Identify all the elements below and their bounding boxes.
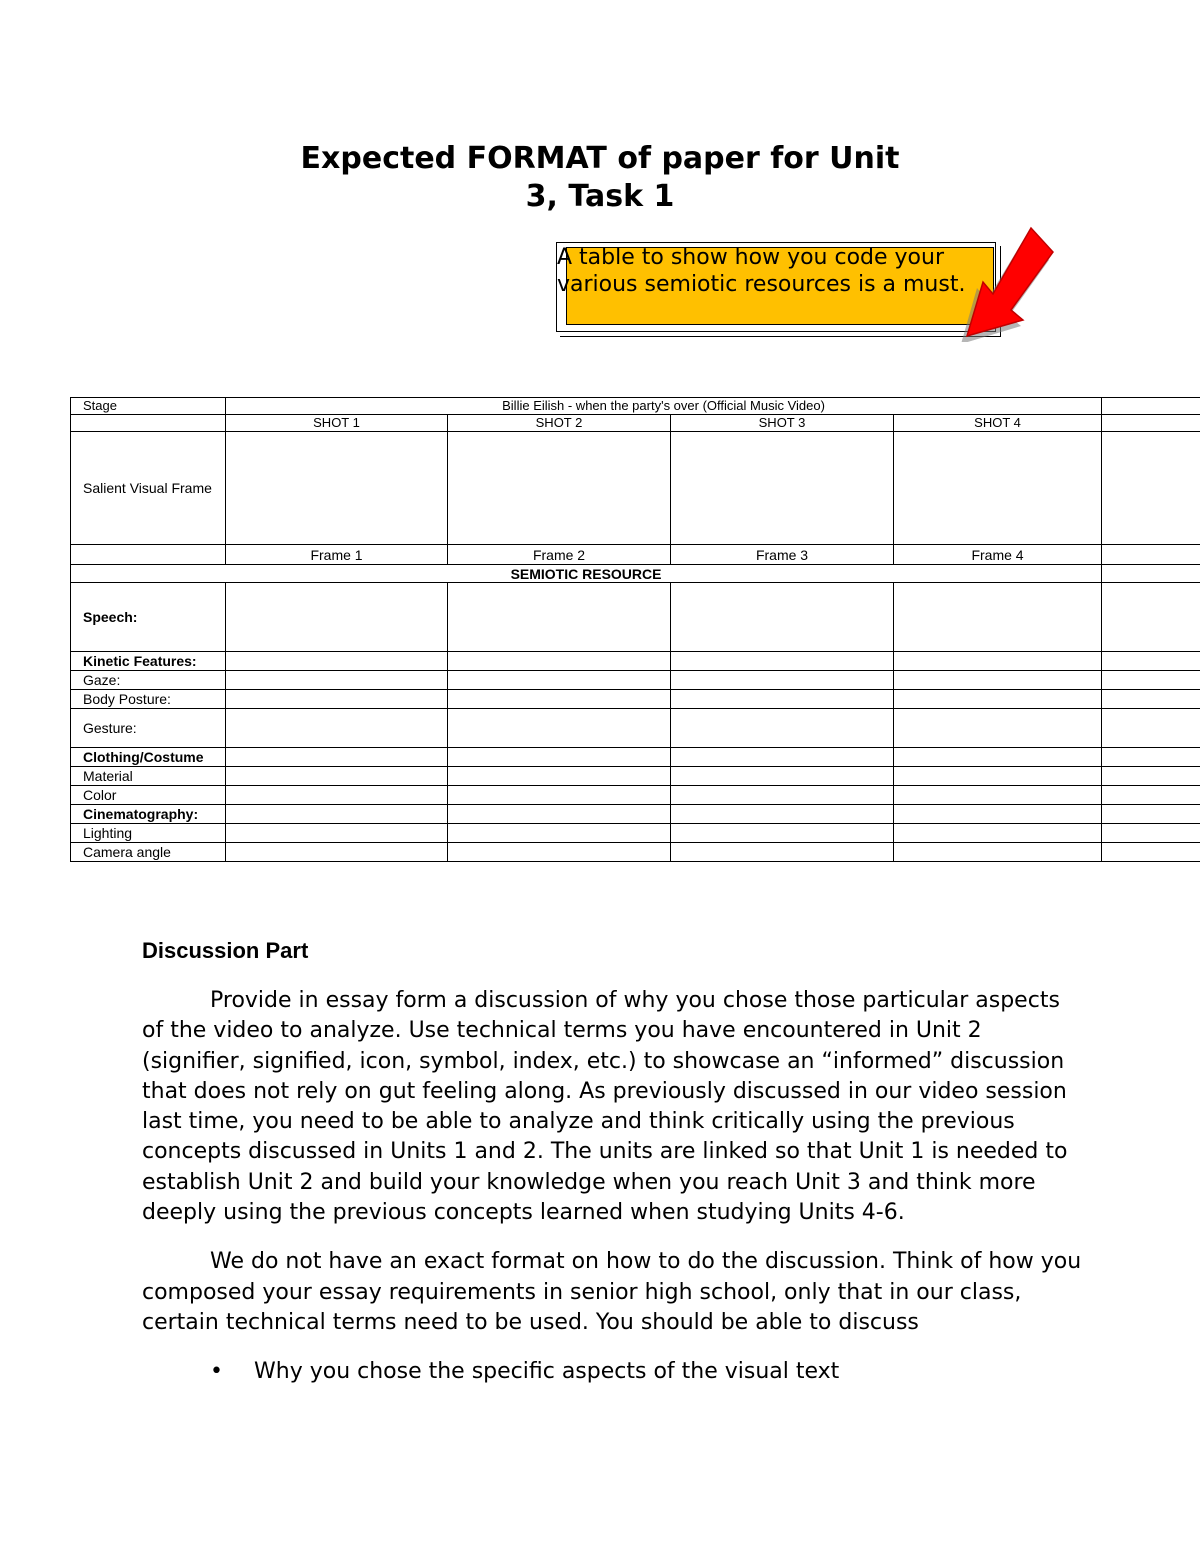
table-row xyxy=(71,805,1200,824)
lighting-label: Lighting xyxy=(71,824,226,843)
table-row xyxy=(71,432,1200,545)
frame-cell xyxy=(448,432,671,545)
frame-label: Frame 3 xyxy=(671,545,894,565)
callout-line-1: A table to show how you code your xyxy=(557,245,945,270)
camera-angle-label: Camera angle xyxy=(71,843,226,862)
semiotic-coding-table xyxy=(70,397,1200,862)
table-row xyxy=(71,565,1200,583)
callout-text xyxy=(557,244,997,298)
table-row xyxy=(71,545,1200,565)
shot-header: SHOT 3 xyxy=(671,415,894,432)
title-line-1: Expected FORMAT of paper for Unit xyxy=(300,141,900,176)
table-row xyxy=(71,786,1200,805)
table-row xyxy=(71,843,1200,862)
list-item xyxy=(142,1357,1082,1387)
table-row xyxy=(71,583,1200,652)
shot-header: SHOT 2 xyxy=(448,415,671,432)
table-row xyxy=(71,709,1200,748)
discussion-paragraph-1: Provide in essay form a discussion of why you chose those particular aspects of the video to analyze. Use technical terms you have encountered in Unit 2 (signifier, signified, icon, symbol, index, etc.) to showcase an “informed” discussion that does not rely on gut feeling along. As previously discussed in our video session last time, you need to be able to analyze and think critically using the previous concepts discussed in Units 1 and 2. The units are linked so that Unit 1 is needed to establish Unit 2 and build your knowledge when you reach Unit 3 and think more deeply using the previous concepts learned when studying Units 4-6. xyxy=(142,988,1068,1226)
frame-cell xyxy=(671,432,894,545)
speech-label: Speech: xyxy=(71,583,226,652)
shot-header: SHOT 4 xyxy=(894,415,1102,432)
table-row xyxy=(71,748,1200,767)
color-label: Color xyxy=(71,786,226,805)
table-row xyxy=(71,767,1200,786)
table-row xyxy=(71,415,1200,432)
gesture-label: Gesture: xyxy=(71,709,226,748)
semiotic-resource-header: SEMIOTIC RESOURCE xyxy=(71,565,1102,583)
red-arrow-icon xyxy=(955,226,1055,342)
table-row xyxy=(71,824,1200,843)
material-label: Material xyxy=(71,767,226,786)
shot-header: SHOT 1 xyxy=(226,415,448,432)
video-title: Billie Eilish - when the party's over (Official Music Video) xyxy=(226,398,1102,415)
discussion-paragraph-2: We do not have an exact format on how to do the discussion. Think of how you composed your essay requirements in senior high school, only that in our class, certain technical terms need to be used. You should be able to discuss xyxy=(142,1249,1082,1335)
body-posture-label: Body Posture: xyxy=(71,690,226,709)
frame-cell xyxy=(894,432,1102,545)
table-row xyxy=(71,652,1200,671)
frame-label: Frame 4 xyxy=(894,545,1102,565)
discussion-section xyxy=(142,936,1082,1388)
discussion-bullet-list xyxy=(142,1357,1082,1387)
frame-label: Frame 2 xyxy=(448,545,671,565)
frame-cell xyxy=(226,432,448,545)
bullet-text: Why you chose the specific aspects of the visual text xyxy=(254,1359,840,1385)
salient-frame-label: Salient Visual Frame xyxy=(71,432,226,545)
table-row xyxy=(71,690,1200,709)
gaze-label: Gaze: xyxy=(71,671,226,690)
frame-label: Frame 1 xyxy=(226,545,448,565)
kinetic-features-label: Kinetic Features: xyxy=(71,652,226,671)
table-row xyxy=(71,398,1200,415)
title-line-2: 3, Task 1 xyxy=(525,179,675,214)
stage-label: Stage xyxy=(71,398,226,415)
table-row xyxy=(71,671,1200,690)
bullet-icon: • xyxy=(210,1359,223,1385)
clothing-costume-label: Clothing/Costume xyxy=(71,748,226,767)
page-title xyxy=(0,140,1200,216)
discussion-heading: Discussion Part xyxy=(142,938,309,963)
cinematography-label: Cinematography: xyxy=(71,805,226,824)
callout-line-2: various semiotic resources is a must. xyxy=(557,272,966,297)
